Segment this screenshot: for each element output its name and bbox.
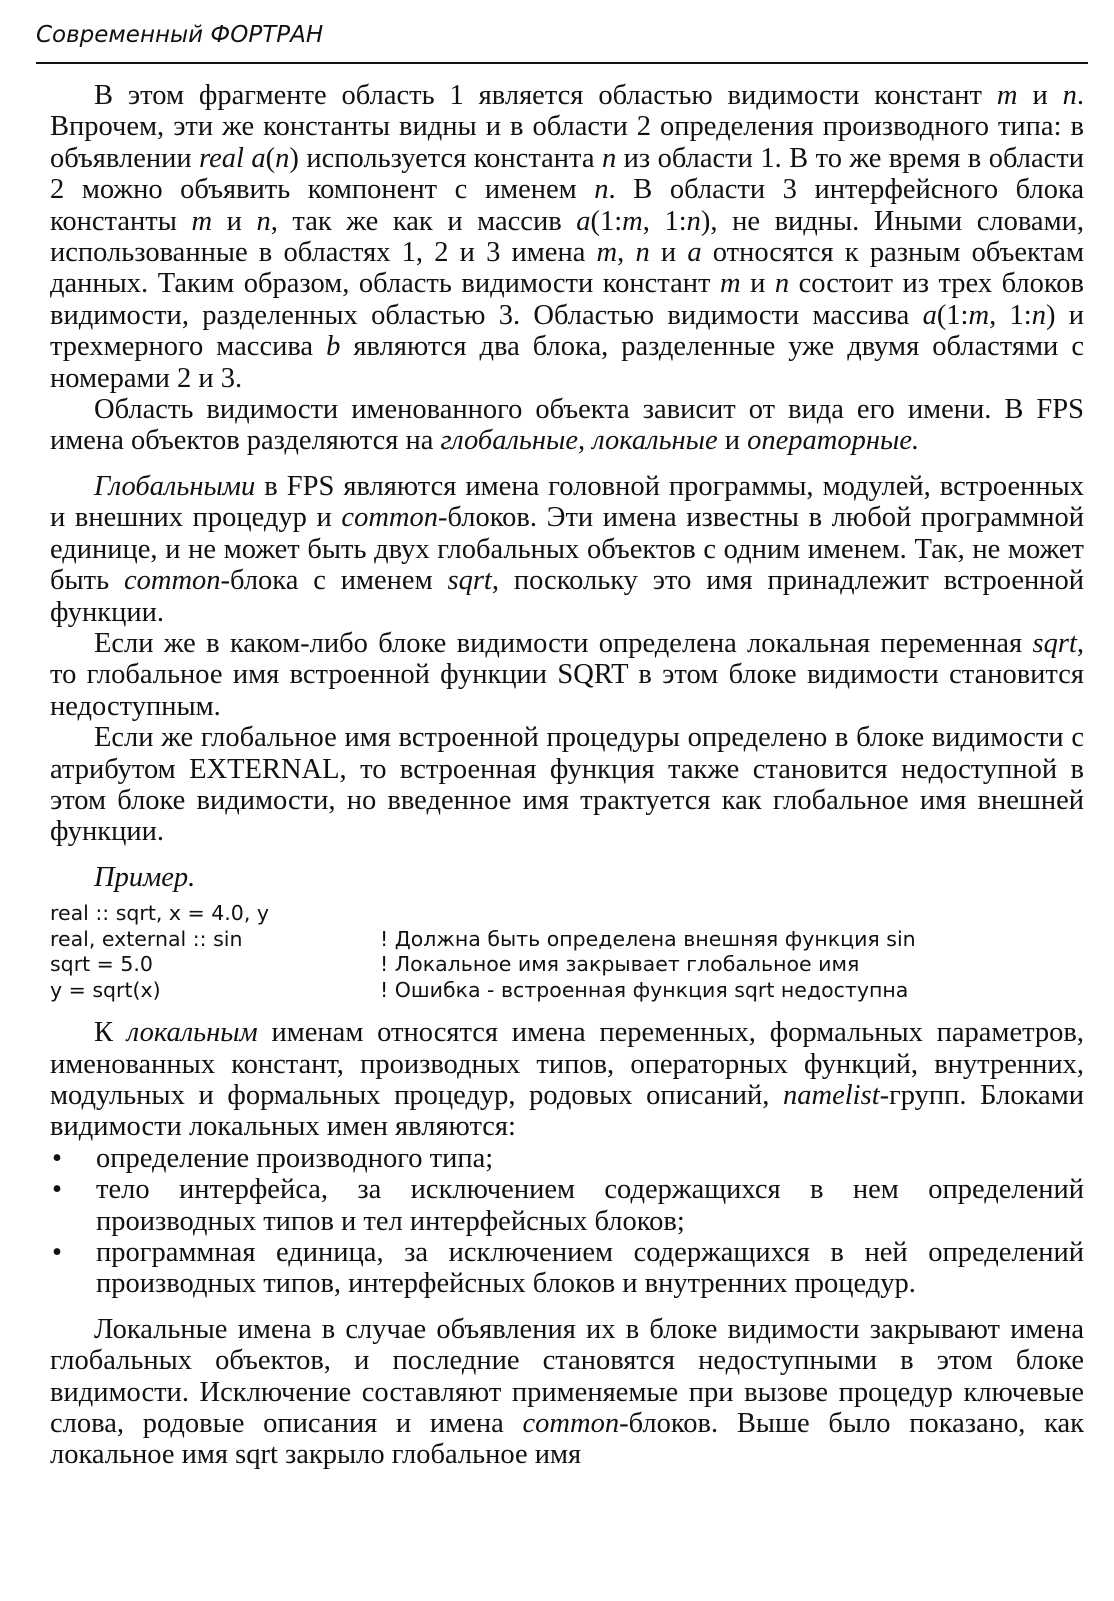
header-rule <box>36 62 1088 64</box>
italic-text: n <box>256 205 271 237</box>
italic-text: sqrt <box>1032 627 1077 659</box>
text-run: Если же глобальное имя встроенной процедуры определено в блоке видимости с атрибутом EXTERNAL, то встроенная функция также становится недоступной в этом блоке видимости, но введенное имя трактуется как глобальное имя внешней функции. <box>50 722 1084 848</box>
text-run: из области 1. В то же время в области 2 можно объявить компонент с именем <box>50 142 1084 206</box>
italic-text: n <box>1031 299 1046 331</box>
italic-text: n <box>686 205 701 237</box>
code-statement: real :: sqrt, x = 4.0, y <box>50 901 269 926</box>
paragraph-name-kinds <box>50 394 1084 457</box>
list-item-text: программная единица, за исключением содержащихся в ней определений производных типов, интерфейсных блоков и внутренних процедур. <box>96 1237 1084 1300</box>
italic-text: m <box>191 205 213 237</box>
list-item-text: тело интерфейса, за исключением содержащихся в нем определений производных типов и тел интерфейсных блоков; <box>96 1174 1084 1237</box>
text-run: , 1: <box>642 205 687 237</box>
bullet-list <box>50 1143 1084 1300</box>
code-comment: ! Должна быть определена внешняя функция sin <box>380 926 916 951</box>
text-run: ( <box>265 142 276 174</box>
text-run: . Впрочем, эти же константы видны и в области 2 определения производного типа: в объявлении <box>50 80 1084 174</box>
italic-text: a <box>576 205 591 237</box>
list-item <box>50 1143 1084 1174</box>
text-run: именам относятся имена переменных, формальных параметров, именованных констант, производных типов, операторных функций, внутренних, модульных и формальных процедур, родовых описаний, <box>50 1017 1084 1111</box>
code-line <box>50 927 1084 953</box>
code-statement: real, external :: sin <box>50 926 243 951</box>
text-run: и <box>1017 80 1063 111</box>
italic-text: n <box>275 142 290 174</box>
text-run: в FPS являются имена головной программы, модулей, встроенных и внешних процедур и <box>50 470 1084 534</box>
page-body <box>50 80 1084 1471</box>
italic-text: операторные. <box>747 425 920 457</box>
text-run: являются два блока, разделенные уже двумя областями с номерами 2 и 3. <box>50 331 1084 394</box>
text-run: ), не видны. Иными словами, использованные в областях 1, 2 и 3 имена <box>50 205 1084 269</box>
running-header: Современный ФОРТРАН <box>36 22 324 48</box>
code-statement: sqrt = 5.0 <box>50 952 153 977</box>
example-label: Пример. <box>94 861 196 893</box>
list-item <box>50 1237 1084 1300</box>
paragraph-global-names <box>50 471 1084 628</box>
text-run: (1: <box>590 205 623 237</box>
italic-text: n <box>1062 80 1077 111</box>
italic-text: m <box>968 299 990 331</box>
text-run: , <box>578 425 593 457</box>
bullet-marker: • <box>52 1237 62 1268</box>
text-run: , поскольку это имя принадлежит встроенной функции. <box>50 565 1084 628</box>
text-run: и <box>717 425 748 457</box>
italic-text: common <box>522 1408 620 1440</box>
text-run: К <box>94 1017 127 1049</box>
italic-text: m <box>996 80 1018 111</box>
code-comment: ! Локальное имя закрывает глобальное имя <box>380 952 860 977</box>
italic-text: common <box>341 502 438 534</box>
italic-text: Глобальными <box>94 470 256 502</box>
italic-text: a <box>687 237 702 269</box>
code-line <box>50 978 1084 1004</box>
italic-text: sqrt <box>447 565 492 597</box>
bullet-marker: • <box>52 1142 62 1174</box>
text-run: ) и трехмерного массива <box>50 299 1084 363</box>
code-line <box>50 952 1084 978</box>
italic-text: namelist <box>783 1079 880 1111</box>
italic-text: глобальные <box>440 425 578 457</box>
text-run: . В области 3 интерфейсного блока константы <box>50 174 1085 237</box>
italic-text: локальным <box>126 1017 258 1049</box>
text-run: , 1: <box>989 299 1032 331</box>
code-example <box>50 901 1084 1003</box>
text-run: -блока с именем <box>220 565 448 597</box>
italic-text: n <box>774 268 790 300</box>
text-run: состоит из трех блоков видимости, разделенных областью 3. Областью видимости массива <box>50 268 1084 331</box>
text-run: , то глобальное имя встроенной функции SQRT в этом блоке видимости становится недоступным. <box>50 627 1084 722</box>
italic-text: real a <box>199 142 266 174</box>
text-run: -блоков. Выше было показано, как локальное имя sqrt закрыло глобальное имя <box>50 1408 1084 1471</box>
paragraph-local-sqrt <box>50 628 1084 722</box>
text-run: и <box>649 237 688 269</box>
text-run: , <box>617 237 636 269</box>
italic-text: n <box>635 237 650 269</box>
italic-text: m <box>719 268 741 300</box>
paragraph-local-names <box>50 1017 1084 1143</box>
text-run: ) используется константа <box>289 142 602 174</box>
text-run: Область видимости именованного объекта зависит от вида его имени. В FPS имена объектов разделяются на <box>50 394 1084 457</box>
text-run: -блоков. Эти имена известны в любой программной единице, и не может быть двух глобальных объектов с одним именем. Так, не может быть <box>50 502 1084 597</box>
italic-text: n <box>601 142 617 174</box>
text-run: Локальные имена в случае объявления их в блоке видимости закрывают имена глобальных объектов, и последние становятся недоступными в этом блоке видимости. Исключение составляют применяемые при вызове процедур ключевые слова, родовые описания и имена <box>50 1313 1084 1440</box>
list-item <box>50 1174 1084 1237</box>
code-statement: y = sqrt(x) <box>50 977 161 1002</box>
text-run: , так же как и массив <box>270 205 577 237</box>
italic-text: m <box>622 205 643 237</box>
code-comment: ! Ошибка - встроенная функция sqrt недоступна <box>380 977 909 1002</box>
paragraph-scope-example <box>50 80 1084 394</box>
text-run: (1: <box>936 299 969 331</box>
paragraph-external-attribute <box>50 722 1084 848</box>
code-line <box>50 901 1084 927</box>
paragraph-local-hides-global <box>50 1314 1084 1471</box>
text-run: и <box>212 205 257 237</box>
text-run: относятся к разным объектам данных. Таким образом, область видимости констант <box>50 237 1084 300</box>
text-run: Если же в каком-либо блоке видимости определена локальная переменная <box>94 627 1033 659</box>
text-run: и <box>740 268 775 300</box>
italic-text: m <box>596 237 618 269</box>
italic-text: локальные <box>592 425 718 457</box>
text-run: В этом фрагменте область 1 является областью видимости констант <box>94 80 997 111</box>
italic-text: common <box>123 565 221 597</box>
list-item-text: определение производного типа; <box>96 1142 494 1174</box>
italic-text: a <box>922 299 937 331</box>
italic-text: n <box>594 174 609 206</box>
italic-text: b <box>326 331 341 363</box>
bullet-marker: • <box>52 1174 62 1206</box>
text-run: -групп. Блоками видимости локальных имен являются: <box>50 1079 1084 1143</box>
